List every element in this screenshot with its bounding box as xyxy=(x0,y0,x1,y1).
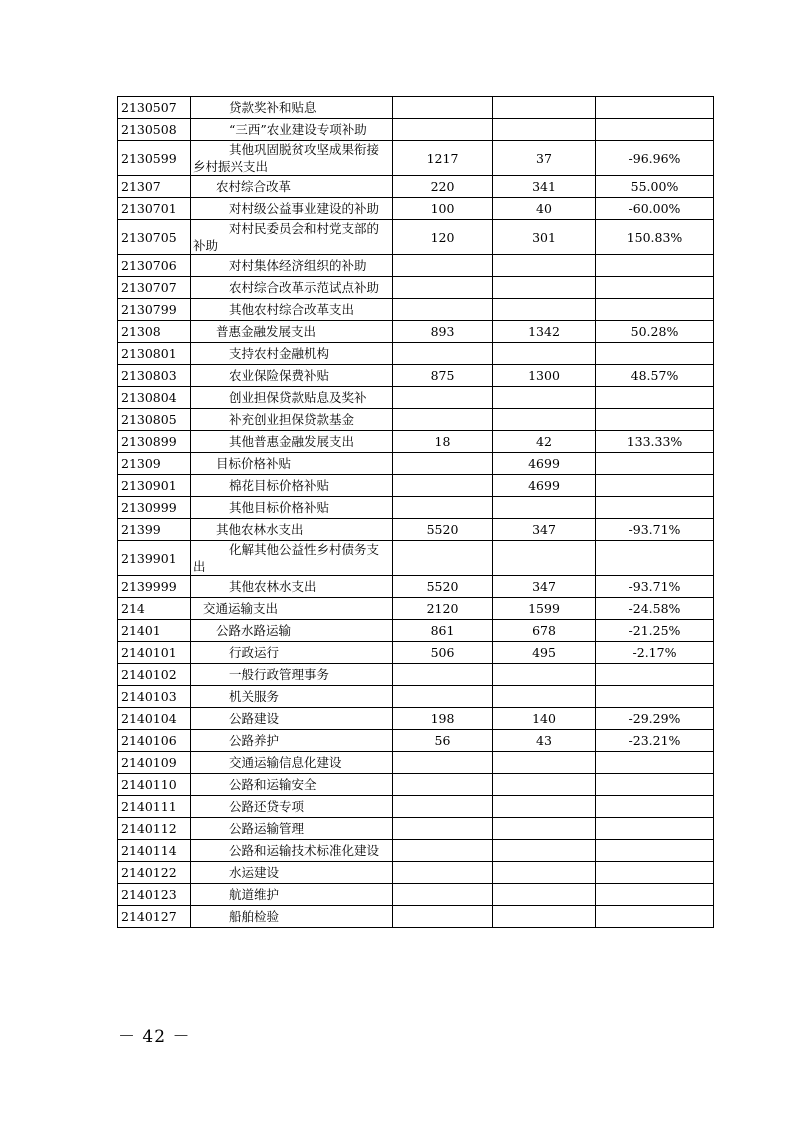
subject-name-cell: “三西”农业建设专项补助 xyxy=(191,119,393,141)
subject-name-cell: 对村级公益事业建设的补助 xyxy=(191,198,393,220)
subject-name-cell: 公路运输管理 xyxy=(191,818,393,840)
amount-a-cell xyxy=(393,862,493,884)
table-row xyxy=(118,906,714,928)
amount-a-cell: 100 xyxy=(393,198,493,220)
subject-name-cell: 目标价格补贴 xyxy=(191,453,393,475)
subject-name-cell: 交通运输信息化建设 xyxy=(191,752,393,774)
amount-b-cell: 301 xyxy=(493,220,596,255)
table-row xyxy=(118,884,714,906)
change-rate-cell xyxy=(596,840,714,862)
table-row xyxy=(118,598,714,620)
change-rate-cell xyxy=(596,387,714,409)
amount-b-cell xyxy=(493,686,596,708)
table-row xyxy=(118,840,714,862)
amount-a-cell: 5520 xyxy=(393,576,493,598)
amount-a-cell xyxy=(393,299,493,321)
change-rate-cell xyxy=(596,862,714,884)
subject-code-cell: 2130508 xyxy=(118,119,191,141)
subject-code-cell: 2140122 xyxy=(118,862,191,884)
amount-b-cell: 40 xyxy=(493,198,596,220)
change-rate-cell xyxy=(596,686,714,708)
subject-code-cell: 214 xyxy=(118,598,191,620)
subject-code-cell: 2130804 xyxy=(118,387,191,409)
amount-a-cell xyxy=(393,453,493,475)
amount-b-cell: 495 xyxy=(493,642,596,664)
change-rate-cell xyxy=(596,664,714,686)
amount-a-cell xyxy=(393,774,493,796)
subject-name-cell: 化解其他公益性乡村债务支出 xyxy=(191,541,393,576)
amount-a-cell xyxy=(393,906,493,928)
subject-name-cell: 其他农林水支出 xyxy=(191,576,393,598)
amount-b-cell: 37 xyxy=(493,141,596,176)
amount-a-cell xyxy=(393,387,493,409)
subject-name-cell: 一般行政管理事务 xyxy=(191,664,393,686)
subject-code-cell: 2130999 xyxy=(118,497,191,519)
table-row xyxy=(118,387,714,409)
table-row xyxy=(118,119,714,141)
subject-code-cell: 2130901 xyxy=(118,475,191,497)
change-rate-cell xyxy=(596,796,714,818)
subject-name-cell: 补充创业担保贷款基金 xyxy=(191,409,393,431)
table-row xyxy=(118,431,714,453)
table-row xyxy=(118,97,714,119)
table-row xyxy=(118,475,714,497)
subject-code-cell: 2140114 xyxy=(118,840,191,862)
subject-name-cell: 其他农村综合改革支出 xyxy=(191,299,393,321)
amount-b-cell xyxy=(493,541,596,576)
subject-code-cell: 2140123 xyxy=(118,884,191,906)
subject-name-cell: 普惠金融发展支出 xyxy=(191,321,393,343)
table-row xyxy=(118,774,714,796)
amount-a-cell xyxy=(393,97,493,119)
budget-table-body xyxy=(118,97,714,928)
change-rate-cell: -96.96% xyxy=(596,141,714,176)
change-rate-cell xyxy=(596,774,714,796)
subject-code-cell: 2130705 xyxy=(118,220,191,255)
amount-b-cell xyxy=(493,497,596,519)
amount-b-cell xyxy=(493,774,596,796)
subject-name-cell: 水运建设 xyxy=(191,862,393,884)
subject-name-cell: 行政运行 xyxy=(191,642,393,664)
subject-name-cell: 其他巩固脱贫攻坚成果衔接乡村振兴支出 xyxy=(191,141,393,176)
table-row xyxy=(118,541,714,576)
amount-a-cell xyxy=(393,884,493,906)
change-rate-cell xyxy=(596,119,714,141)
amount-b-cell: 4699 xyxy=(493,453,596,475)
amount-b-cell xyxy=(493,664,596,686)
table-row xyxy=(118,277,714,299)
table-row xyxy=(118,321,714,343)
amount-b-cell xyxy=(493,255,596,277)
change-rate-cell: -24.58% xyxy=(596,598,714,620)
subject-code-cell: 2140102 xyxy=(118,664,191,686)
subject-name-cell: 贷款奖补和贴息 xyxy=(191,97,393,119)
change-rate-cell xyxy=(596,409,714,431)
amount-a-cell xyxy=(393,686,493,708)
amount-b-cell: 1599 xyxy=(493,598,596,620)
amount-b-cell: 140 xyxy=(493,708,596,730)
subject-code-cell: 2140103 xyxy=(118,686,191,708)
amount-b-cell: 43 xyxy=(493,730,596,752)
amount-b-cell: 4699 xyxy=(493,475,596,497)
amount-b-cell xyxy=(493,409,596,431)
amount-a-cell xyxy=(393,818,493,840)
amount-a-cell xyxy=(393,277,493,299)
subject-code-cell: 2130805 xyxy=(118,409,191,431)
change-rate-cell: -93.71% xyxy=(596,576,714,598)
amount-b-cell xyxy=(493,277,596,299)
change-rate-cell: 50.28% xyxy=(596,321,714,343)
subject-name-cell: 农村综合改革示范试点补助 xyxy=(191,277,393,299)
change-rate-cell: 133.33% xyxy=(596,431,714,453)
amount-a-cell: 220 xyxy=(393,176,493,198)
table-row xyxy=(118,141,714,176)
table-row xyxy=(118,862,714,884)
amount-b-cell xyxy=(493,299,596,321)
subject-code-cell: 2140111 xyxy=(118,796,191,818)
subject-name-cell: 公路养护 xyxy=(191,730,393,752)
subject-name-cell: 农村综合改革 xyxy=(191,176,393,198)
subject-name-cell: 创业担保贷款贴息及奖补 xyxy=(191,387,393,409)
table-row xyxy=(118,497,714,519)
subject-code-cell: 21307 xyxy=(118,176,191,198)
amount-a-cell: 861 xyxy=(393,620,493,642)
change-rate-cell xyxy=(596,752,714,774)
amount-b-cell: 42 xyxy=(493,431,596,453)
amount-a-cell xyxy=(393,796,493,818)
subject-code-cell: 2130803 xyxy=(118,365,191,387)
subject-name-cell: 船舶检验 xyxy=(191,906,393,928)
subject-code-cell: 2130599 xyxy=(118,141,191,176)
subject-name-cell: 其他普惠金融发展支出 xyxy=(191,431,393,453)
subject-code-cell: 2140101 xyxy=(118,642,191,664)
amount-b-cell xyxy=(493,752,596,774)
amount-a-cell: 1217 xyxy=(393,141,493,176)
amount-a-cell xyxy=(393,119,493,141)
subject-code-cell: 2130799 xyxy=(118,299,191,321)
amount-a-cell: 875 xyxy=(393,365,493,387)
amount-a-cell xyxy=(393,541,493,576)
subject-name-cell: 公路和运输安全 xyxy=(191,774,393,796)
subject-code-cell: 21401 xyxy=(118,620,191,642)
table-row xyxy=(118,576,714,598)
subject-name-cell: 其他目标价格补贴 xyxy=(191,497,393,519)
change-rate-cell: -60.00% xyxy=(596,198,714,220)
subject-code-cell: 2140127 xyxy=(118,906,191,928)
amount-a-cell xyxy=(393,475,493,497)
table-row xyxy=(118,220,714,255)
change-rate-cell xyxy=(596,906,714,928)
subject-code-cell: 2130899 xyxy=(118,431,191,453)
amount-b-cell xyxy=(493,343,596,365)
subject-code-cell: 2140112 xyxy=(118,818,191,840)
table-row xyxy=(118,686,714,708)
change-rate-cell: 55.00% xyxy=(596,176,714,198)
amount-a-cell xyxy=(393,497,493,519)
amount-a-cell: 5520 xyxy=(393,519,493,541)
subject-code-cell: 2139901 xyxy=(118,541,191,576)
subject-name-cell: 支持农村金融机构 xyxy=(191,343,393,365)
page-number: － 42 － xyxy=(118,1027,191,1047)
change-rate-cell: -2.17% xyxy=(596,642,714,664)
amount-a-cell xyxy=(393,840,493,862)
table-row xyxy=(118,255,714,277)
change-rate-cell xyxy=(596,255,714,277)
table-row xyxy=(118,752,714,774)
subject-name-cell: 机关服务 xyxy=(191,686,393,708)
subject-code-cell: 2130507 xyxy=(118,97,191,119)
subject-name-cell: 对村集体经济组织的补助 xyxy=(191,255,393,277)
amount-a-cell: 893 xyxy=(393,321,493,343)
amount-b-cell: 347 xyxy=(493,576,596,598)
subject-code-cell: 2130707 xyxy=(118,277,191,299)
subject-name-cell: 公路和运输技术标准化建设 xyxy=(191,840,393,862)
amount-b-cell: 1342 xyxy=(493,321,596,343)
amount-a-cell: 2120 xyxy=(393,598,493,620)
subject-code-cell: 2140106 xyxy=(118,730,191,752)
amount-b-cell xyxy=(493,97,596,119)
change-rate-cell: -23.21% xyxy=(596,730,714,752)
subject-code-cell: 2140104 xyxy=(118,708,191,730)
subject-name-cell: 对村民委员会和村党支部的补助 xyxy=(191,220,393,255)
change-rate-cell xyxy=(596,475,714,497)
subject-name-cell: 公路水路运输 xyxy=(191,620,393,642)
change-rate-cell xyxy=(596,343,714,365)
subject-code-cell: 2130801 xyxy=(118,343,191,365)
amount-b-cell xyxy=(493,119,596,141)
table-row xyxy=(118,409,714,431)
amount-a-cell: 56 xyxy=(393,730,493,752)
subject-code-cell: 2140109 xyxy=(118,752,191,774)
amount-b-cell: 347 xyxy=(493,519,596,541)
subject-name-cell: 农业保险保费补贴 xyxy=(191,365,393,387)
subject-name-cell: 航道维护 xyxy=(191,884,393,906)
table-row xyxy=(118,453,714,475)
amount-b-cell xyxy=(493,840,596,862)
table-row xyxy=(118,365,714,387)
table-row xyxy=(118,198,714,220)
subject-name-cell: 交通运输支出 xyxy=(191,598,393,620)
subject-name-cell: 棉花目标价格补贴 xyxy=(191,475,393,497)
subject-name-cell: 公路还贷专项 xyxy=(191,796,393,818)
amount-b-cell xyxy=(493,796,596,818)
amount-b-cell xyxy=(493,387,596,409)
amount-b-cell: 678 xyxy=(493,620,596,642)
table-row xyxy=(118,708,714,730)
change-rate-cell xyxy=(596,97,714,119)
amount-b-cell xyxy=(493,884,596,906)
change-rate-cell xyxy=(596,453,714,475)
amount-a-cell xyxy=(393,255,493,277)
change-rate-cell: -29.29% xyxy=(596,708,714,730)
amount-b-cell xyxy=(493,862,596,884)
amount-a-cell: 198 xyxy=(393,708,493,730)
subject-code-cell: 2130706 xyxy=(118,255,191,277)
change-rate-cell xyxy=(596,818,714,840)
subject-code-cell: 21308 xyxy=(118,321,191,343)
change-rate-cell: -21.25% xyxy=(596,620,714,642)
change-rate-cell: 150.83% xyxy=(596,220,714,255)
amount-b-cell: 1300 xyxy=(493,365,596,387)
change-rate-cell xyxy=(596,497,714,519)
table-row xyxy=(118,176,714,198)
amount-a-cell xyxy=(393,409,493,431)
change-rate-cell: -93.71% xyxy=(596,519,714,541)
subject-code-cell: 21309 xyxy=(118,453,191,475)
subject-code-cell: 2140110 xyxy=(118,774,191,796)
change-rate-cell xyxy=(596,541,714,576)
table-row xyxy=(118,343,714,365)
subject-name-cell: 公路建设 xyxy=(191,708,393,730)
amount-b-cell: 341 xyxy=(493,176,596,198)
table-row xyxy=(118,730,714,752)
amount-b-cell xyxy=(493,818,596,840)
amount-b-cell xyxy=(493,906,596,928)
amount-a-cell: 506 xyxy=(393,642,493,664)
change-rate-cell xyxy=(596,884,714,906)
table-row xyxy=(118,642,714,664)
budget-table xyxy=(117,96,714,928)
subject-code-cell: 21399 xyxy=(118,519,191,541)
table-row xyxy=(118,299,714,321)
table-row xyxy=(118,796,714,818)
table-row xyxy=(118,818,714,840)
subject-code-cell: 2130701 xyxy=(118,198,191,220)
amount-a-cell xyxy=(393,664,493,686)
change-rate-cell: 48.57% xyxy=(596,365,714,387)
change-rate-cell xyxy=(596,299,714,321)
table-row xyxy=(118,519,714,541)
subject-code-cell: 2139999 xyxy=(118,576,191,598)
amount-a-cell xyxy=(393,752,493,774)
change-rate-cell xyxy=(596,277,714,299)
subject-name-cell: 其他农林水支出 xyxy=(191,519,393,541)
amount-a-cell: 18 xyxy=(393,431,493,453)
table-row xyxy=(118,620,714,642)
amount-a-cell: 120 xyxy=(393,220,493,255)
table-row xyxy=(118,664,714,686)
amount-a-cell xyxy=(393,343,493,365)
